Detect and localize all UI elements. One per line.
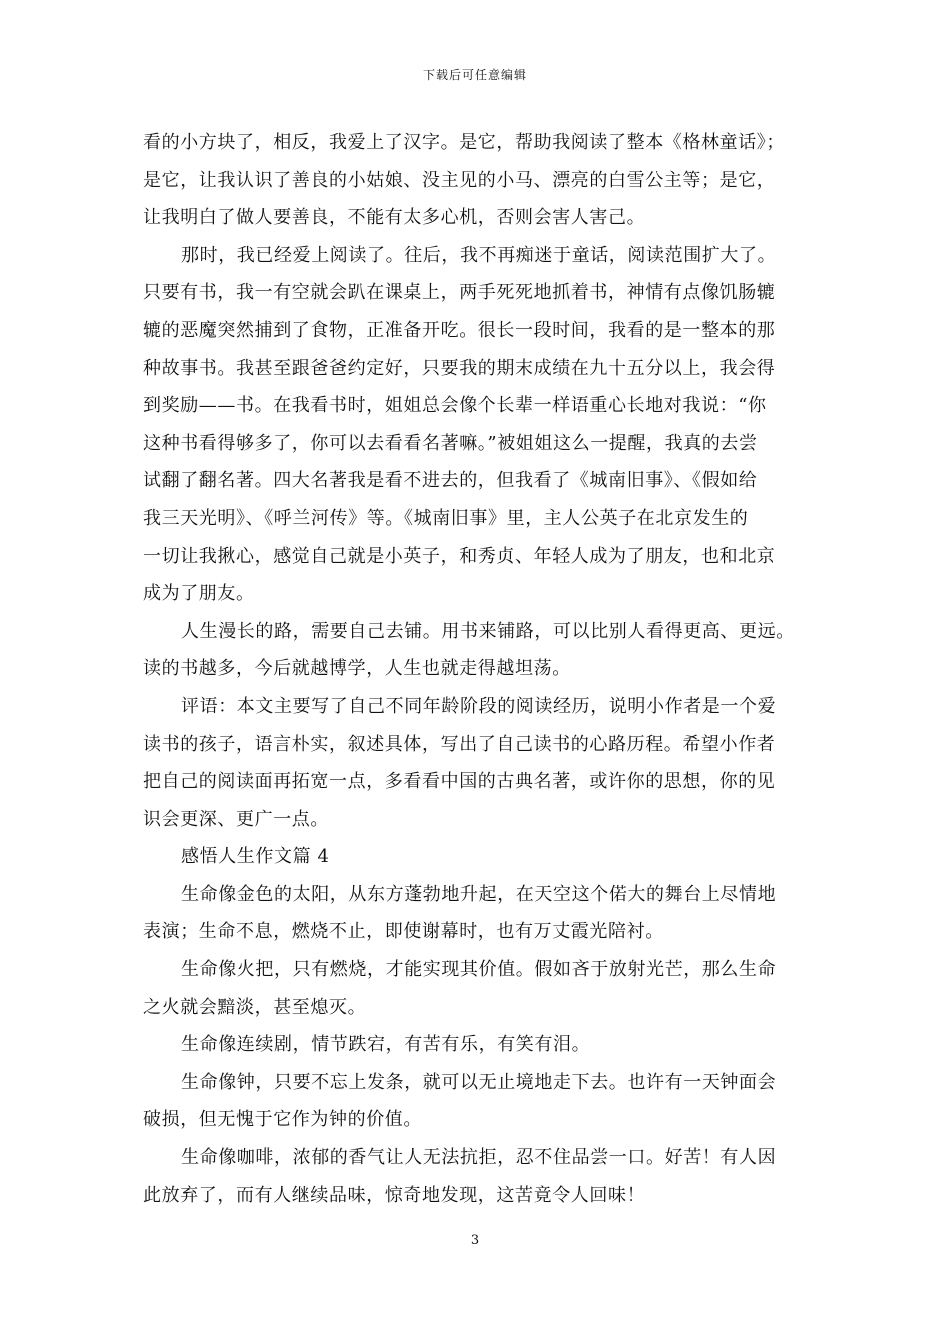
text-line: 破损，但无愧于它作为钟的价值。 — [143, 1109, 422, 1131]
page-header: 下载后可任意编辑 — [422, 68, 527, 82]
page-number: 3 — [470, 1233, 480, 1248]
text-line: 生命像钟，只要不忘上发条，就可以无止境地走下去。也许有一天钟面会 — [181, 1071, 777, 1093]
text-line: 把自己的阅读面再拓宽一点，多看看中国的古典名著，或许你的思想，你的见 — [143, 771, 776, 793]
text-line: 表演；生命不息，燃烧不止，即使谢幕时，也有万丈霞光陪衬。 — [143, 921, 664, 943]
text-line: 读的书越多，今后就越博学，人生也就走得越坦荡。 — [143, 658, 571, 680]
text-line: 辘的恶魔突然捕到了食物，正准备开吃。很长一段时间，我看的是一整本的那 — [143, 319, 776, 341]
document-body — [143, 124, 815, 1214]
text-line: 读书的孩子，语言朴实，叙述具体，写出了自己读书的心路历程。希望小作者 — [143, 733, 776, 755]
text-line: 识会更深、更广一点。 — [143, 808, 329, 830]
text-line: 让我明白了做人要善良，不能有太多心机，否则会害人害己。 — [143, 207, 646, 229]
text-line: 生命像咖啡，浓郁的香气让人无法抗拒，忍不住品尝一口。好苦！有人因 — [181, 1147, 777, 1169]
text-line: 评语：本文主要写了自己不同年龄阶段的阅读经历，说明小作者是一个爱 — [181, 695, 777, 717]
text-line: 人生漫长的路，需要自己去铺。用书来铺路，可以比别人看得更高、更远。 — [181, 620, 795, 642]
text-line: 试翻了翻名著。四大名著我是看不进去的，但我看了《城南旧事》、《假如给 — [143, 470, 758, 492]
text-line: 到奖励——书。在我看书时，姐姐总会像个长辈一样语重心长地对我说：“你 — [143, 395, 767, 417]
text-line: 种故事书。我甚至跟爸爸约定好，只要我的期末成绩在九十五分以上，我会得 — [143, 357, 776, 379]
text-line: 一切让我揪心，感觉自己就是小英子，和秀贞、年轻人成为了朋友，也和北京 — [143, 545, 776, 567]
text-line: 之火就会黯淡，甚至熄灭。 — [143, 996, 367, 1018]
text-line: 感悟人生作文篇 4 — [181, 846, 330, 868]
text-line: 只要有书，我一有空就会趴在课桌上，两手死死地抓着书，神情有点像饥肠辘 — [143, 282, 776, 304]
text-line: 那时，我已经爱上阅读了。往后，我不再痴迷于童话，阅读范围扩大了。 — [181, 244, 777, 266]
text-line: 成为了朋友。 — [143, 583, 255, 605]
text-line: 看的小方块了，相反，我爱上了汉字。是它，帮助我阅读了整本《格林童话》； — [143, 132, 785, 153]
text-line: 这种书看得够多了，你可以去看看名著嘛。”被姐姐这么一提醒，我真的去尝 — [143, 432, 758, 454]
text-line: 我三天光明》、《呼兰河传》等。《城南旧事》里，主人公英子在北京发生的 — [143, 507, 749, 529]
text-line: 生命像金色的太阳，从东方蓬勃地升起，在天空这个偌大的舞台上尽情地 — [181, 883, 777, 905]
text-line: 此放弃了，而有人继续品味，惊奇地发现，这苦竟令人回味！ — [143, 1184, 646, 1206]
text-line: 生命像连续剧，情节跌宕，有苦有乐，有笑有泪。 — [181, 1034, 591, 1056]
text-line: 生命像火把，只有燃烧，才能实现其价值。假如吝于放射光芒，那么生命 — [181, 959, 777, 981]
text-line: 是它，让我认识了善良的小姑娘、没主见的小马、漂亮的白雪公主等；是它， — [143, 169, 776, 191]
